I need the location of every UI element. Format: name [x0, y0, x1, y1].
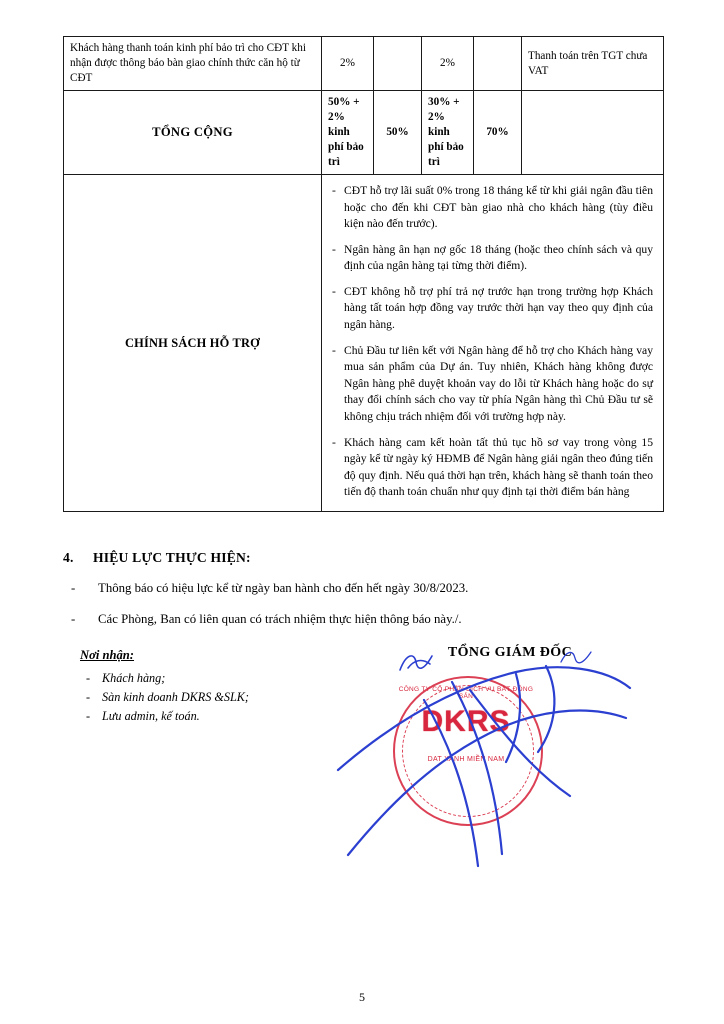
table-row [64, 37, 664, 91]
row-col3: 2% [422, 37, 474, 91]
policy-item: - CĐT không hỗ trợ phí trả nợ trước hạn trong trường hợp Khách hàng tất toán hợp đồng vay trước thời hạn vay theo quy định của ngân hàng. [330, 284, 653, 334]
row-col4 [474, 37, 522, 91]
row-description: Khách hàng thanh toán kinh phí bảo trì cho CĐT khi nhận được thông báo bàn giao chính thức căn hộ từ CĐT [64, 37, 322, 91]
stamp-bottom-text: DAT XANH MIỀN NAM [427, 756, 505, 763]
row-col1: 2% [322, 37, 374, 91]
section-title: HIỆU LỰC THỰC HIỆN: [93, 550, 251, 565]
row-note: Thanh toán trên TGT chưa VAT [522, 37, 664, 91]
total-label: TỔNG CỘNG [64, 91, 322, 175]
section-heading [63, 550, 251, 566]
policy-item: - Chủ Đầu tư liên kết với Ngân hàng để hỗ trợ cho Khách hàng vay mua sản phẩm của Dự án. Tuy nhiên, Khách hàng không được Ngân hàng phê duyệt khoản vay do lỗi từ Khách hàng hoặc do sự thay đổi chính sách cho vay từ phía Ngân hàng thì Chủ Đầu tư sẽ không chịu trách nhiệm đối với trường hợp này. [330, 343, 653, 426]
policy-item: - CĐT hỗ trợ lãi suất 0% trong 18 tháng kể từ khi giải ngân đầu tiên hoặc cho đến khi CĐT bàn giao nhà cho khách hàng (tùy điều kiện nào đến trước). [330, 183, 653, 233]
row-col2 [374, 37, 422, 91]
total-col1: 50% + 2% kinh phí bảo trì [322, 91, 374, 175]
policy-list [330, 183, 653, 501]
section-bullets [63, 580, 663, 642]
recipient-item: - Khách hàng; [80, 669, 330, 688]
policy-item: - Ngân hàng ân hạn nợ gốc 18 tháng (hoặc theo chính sách và quy định của ngân hàng tại từng thời điểm). [330, 242, 653, 275]
recipients-title: Nơi nhận: [80, 648, 135, 662]
signature-title: TỔNG GIÁM ĐỐC [447, 645, 573, 660]
recipients-block [80, 648, 330, 726]
policy-label: CHÍNH SÁCH HỖ TRỢ [64, 175, 322, 512]
bullet-item: - Thông báo có hiệu lực kể từ ngày ban hành cho đến hết ngày 30/8/2023. [63, 580, 663, 598]
stamp-center-text: DKRS [421, 705, 511, 738]
total-col4: 70% [474, 91, 522, 175]
table-row-policy [64, 175, 664, 512]
table-row-total [64, 91, 664, 175]
payment-schedule-table [63, 36, 664, 512]
page-number: 5 [359, 990, 365, 1004]
total-col3: 30% + 2% kinh phí bảo trì [422, 91, 474, 175]
stamp-top-text: CÔNG TY CỔ PHẦN DỊCH VỤ BẤT ĐỘNG SẢN [398, 686, 534, 700]
recipient-item: - Sàn kinh doanh DKRS &SLK; [80, 688, 330, 707]
total-col2: 50% [374, 91, 422, 175]
initial-mark [396, 648, 436, 676]
recipients-list [80, 669, 330, 726]
policy-body [322, 175, 664, 512]
section-number: 4. [63, 550, 74, 565]
initial-mark-secondary [558, 646, 594, 668]
recipient-item: - Lưu admin, kế toán. [80, 707, 330, 726]
bullet-item: - Các Phòng, Ban có liên quan có trách nhiệm thực hiện thông báo này./. [63, 611, 663, 629]
policy-item: - Khách hàng cam kết hoàn tất thủ tục hồ sơ vay trong vòng 15 ngày kể từ ngày ký HĐMB để Ngân hàng giải ngân theo đúng tiến độ quy định. Nếu quá thời hạn trên, khách hàng sẽ thanh toán theo tiến độ thanh toán chuẩn như quy định tại thời điểm bán hàng [330, 435, 653, 501]
total-note [522, 91, 664, 175]
